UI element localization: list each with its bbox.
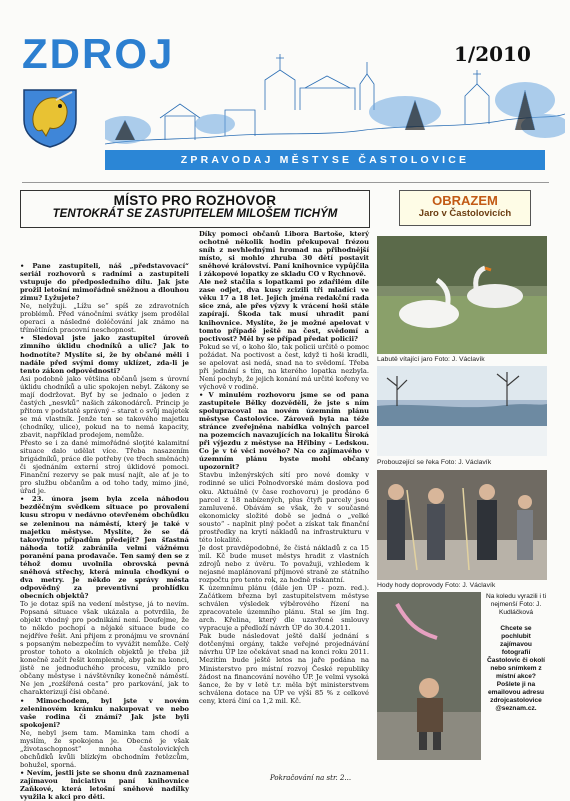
interview-question: • Pane zastupiteli, náš „představovací“ seriál rozhovorů s radními a zastupiteli vstupuje do předposledního dílu. Jak jste prožil letošní mimořádně sněžnou a dlouhou zimu? Lyžujete? xyxy=(20,262,189,303)
photo-caption-carolers: Hody hody doprovody Foto: J. Václavík xyxy=(377,582,496,589)
town-sketch-illustration xyxy=(105,40,565,152)
interview-answer: Asi podobně jako většina občanů jsem s úrovní úklidu chodníků a ulic spokojen nebyl. Zákony se mají dodržovat. Byť by se jednalo o jeden z častých „nesvků“ našich zákonodárců. Princip je přitom v podstatě správný – starat o svůj majetek se má vlastník. Jenže ten se takového majetku (chodníky, ulice), pokud na to nemá kapacity, zbavit, například prodejem, nemůže. xyxy=(20,374,189,439)
swans-photo xyxy=(377,236,547,354)
river-photo xyxy=(377,366,547,456)
interview-answer: Je dost pravděpodobné, že čistá nákladů z ca 15 mil. Kč bude muset městys hradit z vlastních zdrojů nebo z úvěru. To považuji, vzhledem k nejasné maplánovaní příjmové straně ze státního rozpočtu pro tento rok, za hodně riskantní. xyxy=(199,543,369,585)
interview-answer: Pokud se ví, o koho šlo, tak policii určitě o pomoc požádat. Na poctivost a čest, když ti hoši kradli, se apelovat asi nedá, snad na to svědomí. Třeba při jednání s tím, na kterého lopatka nezbyla. Není pochyb, že jejich konání má určité kořeny ve výchově v rodině. xyxy=(199,342,369,391)
interview-question: • V minulém rozhovoru jsme se od pana zastupitele Bělky dozvěděli, že jste s ním spolupracoval na novém územním plánu městyse Častolovice. Zároveň byla na téže stránce zveřejněna nabídka volných parcel na pozemcích navazujících na lokalitu Široká při výjezdu z městyse na Hřibiny – Ledskou. Co je v té věci nového? Na co zajímavého v územním plánu byste mohl občany upozornit? xyxy=(199,390,369,472)
photo-section-title: OBRAZEM xyxy=(432,193,498,208)
toddler-photo xyxy=(377,592,481,760)
interview-question: Ale než stačila s lopatkami po zdařilém díle zase odjet, dva kusy zcizili tři mladíci ve věku 17 a 18 let. Jejich jména redakční rada sice zná, ale přes výzvy k vrácení hoši stále zapírají. Škoda tak musí uhradit paní knihovnice. Myslíte, že je možné apelovat v tomto případě ještě na čest, svědomí a poctivost? Měl by se případ předat policii? xyxy=(199,278,369,343)
photo-credit-toddler: Na koledu vyrazili i ti nejmenší Foto: J. Kudláčková xyxy=(485,593,547,616)
interview-question: • Mimochodem, byl jste v novém zeleninovém krámku nakupovat ve nebo vaše rodina či známí? Jak jste byli spokojeni? xyxy=(20,696,189,729)
continued-note: Pokračování na str. 2... xyxy=(270,774,352,782)
newsletter-title: ZDROJ xyxy=(22,30,175,77)
article-subheadline: TENTOKRÁT SE ZASTUPITELEM MILOŠEM TICHÝM xyxy=(52,208,338,220)
interview-answer: Stavbu inženýrských sítí pro nové domky v rodinné se ulici Polnodvorské mám doslova pod oku. Aktuálně (v čase rozhovoru) je prodáno 6 parcel z 18 nabízených, plus čtyři parcely jsou zamluvené. Obávám se však, že v současné ekonomicky složité době se jedná o „velké sousto“ - naplnit plný počet a získat tak finanční prostředky na krytí nákladů na infrastrukturu v této lokalitě. xyxy=(199,471,369,544)
coat-of-arms-icon xyxy=(20,86,80,148)
interview-question: • Sledoval jste jako zastupitel úroveň zimního úklidu chodníků a ulic? Jak to hodnotíte? Myslíte si, že by občané měli i nadále před svými domy uklízet, zda-li je tento zákon odpovědnosti? xyxy=(20,334,189,375)
masthead xyxy=(0,0,570,185)
article-heading-box xyxy=(20,190,370,228)
interview-answer: Přesto se i za dané mimořádné sloţité kalamitní situace dalo udělat více. Třeba nasazením brigádníků, práce dle potřeby (ve třech směnách) či sjednáním externí stroj úklidové pomoci. Finanční rezervy se pak musí najít, ale ať je to pro službu občanům a od toho tady, mimo jiné, úřad je. xyxy=(20,439,189,496)
interview-answer: To je dotaz spíš na vedení městyse, já to nevím. Popsaná situace však ukázala a potvrdila, že objekt vhodný pro podnikání není. Doufejme, že to někdo pochopí a nějaké situace bude co nejdříve řešit. Ani přijem z pronájmu ve srovnání s popsaným nebezpečím to vyvážit nemůže. Celý prostor tohoto a okolních objektů je třeba již konečně začít řešit komplexně, aby pak na konci, jistě ne jednoduchého procesu, vzniklo pro občany městyse i návštěvníky konečně náměstí. Ne jen „rozšířená cesta“ pro parkování, jak to charakterizují čísi občané. xyxy=(20,599,189,697)
interview-question: • 23. února jsem byla zcela náhodou bezděčným svědkem situace po provalení kusu stropu v nedávno otevřeném obchůdku se zeleninou na náměstí, který je také v majetku městyse. Myslíte, že se dá takovýmto případům předejít? Jen šťastná náhoda totiž zabránila velmi vážnému poranění pana prodavače. Ten samý den se z téhož domu uvolnila obrovská pevná sněhová střechy, která minula chodkyní o dva metry. Je někdo ze správy města odpovědný za preventivní prohlídku obecních objektů? xyxy=(20,495,189,600)
article-headline: MÍSTO PRO ROZHOVOR xyxy=(113,193,277,208)
interview-question: • Nevím, jestli jste se shonu dnů zaznamenal zajímavou iniciativu paní knihovnice Zaňkové, která letošní sněhové nadílky využila k akci pro děti. xyxy=(20,768,189,801)
interview-answer: Ne, nebyl jsem tam. Maminka tam chodí a myslím, že spokojena je. Obecně je však „životaschopnost“ mnoha častolovických obchůdků kvůli blízkým obchodním řetězcům, bohužel, sporná. xyxy=(20,728,189,769)
photo-caption-swans: Labutě vítající jaro Foto: J. Václavík xyxy=(377,356,485,363)
newsletter-banner: ZPRAVODAJ MĚSTYSE ČASTOLOVICE xyxy=(105,150,545,170)
interview-answer: Pak bude následovat ještě další jednání s dotčenými orgány, takže veřejné projednávání návrhu ÚP lze očekávat snad na konci roku 2011. Mezitím bude ještě letos na jaře podána na Ministerstvo pro místní rozvoj České republiky žádost na financování nového ÚP. Je velmi vysoká šance, že by v letě t.r. měla být ministerstvem schválena dotace na ÚP ve výši 85 % z celkové ceny, která činí ca 1,2 mil. Kč. xyxy=(199,632,369,705)
photo-invitation-box xyxy=(485,593,547,713)
article-column-2 xyxy=(199,230,369,705)
photo-section-header xyxy=(399,190,531,226)
interview-answer: Ne, nelyžuji. „Lížu se“ spíš ze zdravotních problémů. Před vánočními svátky jsem prodělal operaci a následné doléčování jak známo na třímětíních pracovní neschopnost. xyxy=(20,302,189,335)
interview-question: Díky pomoci občanů Libora Bartoše, který ochotně několik hodin překupoval frézou sníh z nevhlednými hromad na přihodnější místo, si mohlo zhruba 30 dětí postavit sněhové království. Paní knihovnice vypůjčila i zákopové lopatky ze skladu CO v Rychnově. xyxy=(199,230,369,279)
masthead-divider xyxy=(22,182,549,183)
article-column-1 xyxy=(20,262,189,801)
photo-caption-river: Probouzející se řeka Foto: J. Václavík xyxy=(377,459,492,466)
photo-invitation-text: Chcete se pochlubit zajímavou fotografií Častolovic či okolí nebo snímkem z místní akce? Pošlete ji na emailovou adresu zdrojcastolovice @seznam.cz. xyxy=(487,625,545,712)
issue-number: 1/2010 xyxy=(454,42,531,66)
interview-answer: K územnímu plánu (dále jen ÚP - pozn. red.). Začátkem března byl zastupitelstvem městyse schválen výsledek výběrového řízení na zpracovatele územního plánu. Stal se jím Ing. arch. Křelina, který dle uzavřené smlouvy vypracuje a předloží návrh ÚP do 30.4.2011. xyxy=(199,584,369,633)
photo-section-subtitle: Jaro v Častolovicích xyxy=(418,208,512,219)
easter-carolers-photo xyxy=(377,470,547,580)
